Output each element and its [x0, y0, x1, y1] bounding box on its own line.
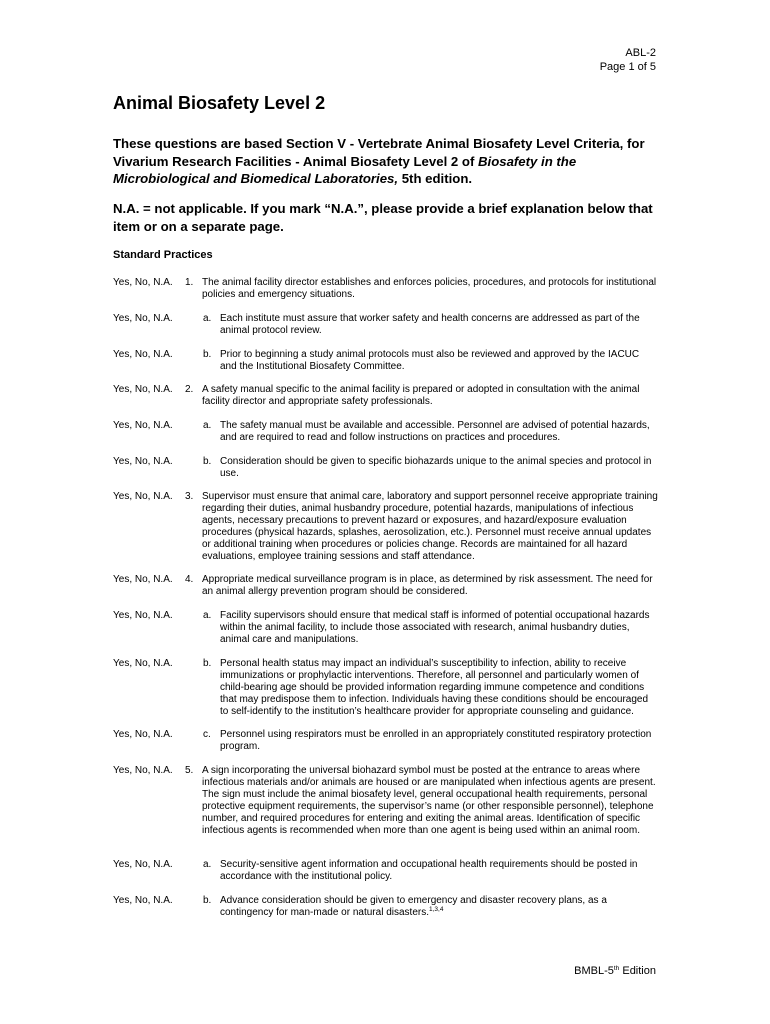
- item-number: a.: [203, 420, 212, 431]
- item-number: 4.: [185, 574, 194, 585]
- answer-options[interactable]: Yes, No, N.A.: [113, 420, 173, 431]
- intro-book-title: Biosafety in the Microbiological and Biomedical Laboratories,: [113, 153, 577, 186]
- page-header: [600, 46, 656, 74]
- intro-text: These questions are based Section V - Vertebrate Animal Biosafety Level Criteria, for Vivarium Research Facilities - Animal Biosafety Level 2 of: [113, 136, 645, 169]
- answer-options[interactable]: Yes, No, N.A.: [113, 456, 173, 467]
- item-text: A sign incorporating the universal biohazard symbol must be posted at the entrance to areas where infectious materials and/or animals are housed or are manipulated when infectious agents are present. The sign must include the animal biosafety level, general occupational health requirements, personal protective equipment requirements, the supervisor’s name (or other responsible personnel), telephone number, and required procedures for entering and exiting the animal areas. Identification of specific infectious agents is recommended when more than one agent is being used within an animal room.: [202, 765, 656, 836]
- item-number: b.: [203, 349, 212, 360]
- na-instructions: N.A. = not applicable. If you mark “N.A.”, please provide a brief explanation below that item or on a separate page.: [113, 201, 653, 234]
- item-number: 3.: [185, 491, 194, 502]
- item-text: Personal health status may impact an individual’s susceptibility to infection, ability to receive immunizations or prophylactic interventions. Therefore, all personnel and particularly women of child-bearing age should be provided information regarding immune competence and conditions that may predispose them to infection. Individuals having these conditions should be encouraged to self-identify to the institution’s healthcare provider for appropriate counseling and guidance.: [220, 658, 649, 717]
- item-number: 1.: [185, 277, 194, 288]
- page-title: Animal Biosafety Level 2: [113, 93, 326, 113]
- item-text: Prior to beginning a study animal protocols must also be reviewed and approved by the IACUC and the Institutional Biosafety Committee.: [220, 349, 640, 372]
- item-number: b.: [203, 456, 212, 467]
- answer-options[interactable]: Yes, No, N.A.: [113, 895, 173, 906]
- item-text-body: Advance consideration should be given to emergency and disaster recovery plans, as a contingency for man-made or natural disasters.: [220, 895, 607, 918]
- doc-id: ABL-2: [625, 47, 656, 59]
- item-text: Facility supervisors should ensure that medical staff is informed of potential occupational hazards within the animal facility, to include those associated with research, animal husbandry duties, animal care and manipulations.: [220, 610, 650, 645]
- item-text: Personnel using respirators must be enrolled in an appropriately constituted respiratory protection program.: [220, 729, 652, 752]
- item-text: Consideration should be given to specific biohazards unique to the animal species and protocol in use.: [220, 456, 652, 479]
- section-heading: Standard Practices: [113, 249, 213, 261]
- item-text: Security-sensitive agent information and occupational health requirements should be posted in accordance with the institutional policy.: [220, 859, 638, 882]
- item-text: [220, 895, 658, 919]
- item-number: b.: [203, 658, 212, 669]
- answer-options[interactable]: Yes, No, N.A.: [113, 349, 173, 360]
- answer-options[interactable]: Yes, No, N.A.: [113, 384, 173, 395]
- item-text: Supervisor must ensure that animal care, laboratory and support personnel receive appropriate training regarding their duties, animal husbandry procedure, potential hazards, manipulations of infectious agents, necessary precautions to prevent hazard or exposures, and hazard/exposure evaluation procedures (physical hazards, splashes, aerosolization, etc.). Personnel must receive annual updates or additional training when procedures or policies change. Records are maintained for all hazard evaluations, employee training sessions and staff attendance.: [202, 491, 658, 562]
- item-number: 2.: [185, 384, 194, 395]
- answer-options[interactable]: Yes, No, N.A.: [113, 610, 173, 621]
- intro-edition: 5th edition.: [398, 171, 473, 186]
- item-text: Each institute must assure that worker safety and health concerns are addressed as part of the animal protocol review.: [220, 313, 640, 336]
- answer-options[interactable]: Yes, No, N.A.: [113, 491, 173, 502]
- answer-options[interactable]: Yes, No, N.A.: [113, 574, 173, 585]
- item-text: A safety manual specific to the animal facility is prepared or adopted in consultation with the animal facility director and appropriate safety professionals.: [202, 384, 640, 407]
- item-number: 5.: [185, 765, 194, 776]
- citation-superscript: 1,3,4: [429, 906, 444, 913]
- item-number: a.: [203, 859, 212, 870]
- item-number: c.: [203, 729, 211, 740]
- item-number: a.: [203, 313, 212, 324]
- footer-edition: Edition: [619, 965, 656, 977]
- page-footer: [574, 965, 656, 977]
- footer-superscript: th: [613, 965, 620, 972]
- answer-options[interactable]: Yes, No, N.A.: [113, 277, 173, 288]
- answer-options[interactable]: Yes, No, N.A.: [113, 313, 173, 324]
- item-text: The animal facility director establishes and enforces policies, procedures, and protocols for institutional policies and emergency situations.: [202, 277, 657, 300]
- item-number: b.: [203, 895, 212, 906]
- answer-options[interactable]: Yes, No, N.A.: [113, 729, 173, 740]
- footer-label: BMBL-5: [574, 965, 614, 977]
- item-number: a.: [203, 610, 212, 621]
- answer-options[interactable]: Yes, No, N.A.: [113, 658, 173, 669]
- answer-options[interactable]: Yes, No, N.A.: [113, 765, 173, 776]
- answer-options[interactable]: Yes, No, N.A.: [113, 859, 173, 870]
- item-text: Appropriate medical surveillance program is in place, as determined by risk assessment. The need for an animal allergy prevention program should be considered.: [202, 574, 653, 597]
- intro-paragraph: [113, 135, 673, 188]
- page-number: Page 1 of 5: [599, 61, 656, 73]
- item-text: The safety manual must be available and accessible. Personnel are advised of potential hazards, and are required to read and follow instructions on practices and procedures.: [220, 420, 650, 443]
